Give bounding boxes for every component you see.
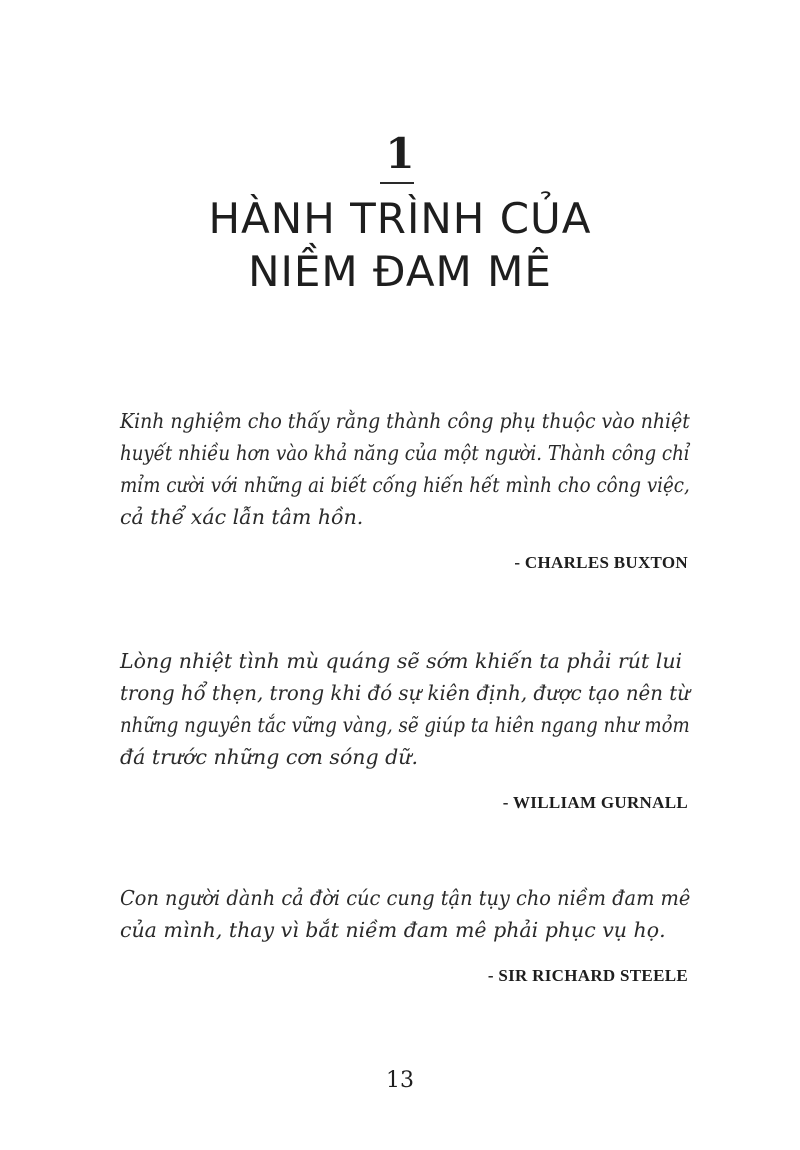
chapter-number: 1	[385, 129, 415, 178]
quote-line: Lòng nhiệt tình mù quáng sẽ sớm khiến ta phải rút lui	[120, 649, 683, 673]
chapter-number-underline	[380, 182, 414, 184]
quote-text	[120, 645, 690, 773]
quote-author: - SIR RICHARD STEELE	[487, 966, 688, 985]
page-number: 13	[386, 1068, 414, 1093]
chapter-title-line: HÀNH TRÌNH CỦA	[208, 194, 592, 243]
quote-block	[120, 882, 690, 986]
quote-block	[120, 645, 690, 813]
chapter-title	[0, 192, 800, 298]
quote-line: mỉm cười với những ai biết cống hiến hết mình cho công việc,	[120, 473, 690, 497]
quote-author: - CHARLES BUXTON	[514, 553, 688, 572]
quote-text	[120, 882, 690, 946]
quote-text	[120, 405, 690, 533]
quote-block	[120, 405, 690, 573]
quote-author: - WILLIAM GURNALL	[502, 793, 688, 812]
quote-line: huyết nhiều hơn vào khả năng của một người. Thành công chỉ	[120, 441, 690, 465]
chapter-title-line: NIỀM ĐAM MÊ	[248, 247, 552, 296]
quote-line: đá trước những cơn sóng dữ.	[120, 745, 418, 769]
quote-line: trong hổ thẹn, trong khi đó sự kiên định, được tạo nên từ	[120, 681, 690, 705]
quote-line: của mình, thay vì bắt niềm đam mê phải phục vụ họ.	[120, 918, 666, 942]
quote-line: những nguyên tắc vững vàng, sẽ giúp ta hiên ngang như mỏm	[120, 713, 690, 737]
quote-line: Con người dành cả đời cúc cung tận tụy cho niềm đam mê	[120, 886, 691, 910]
quote-line: cả thể xác lẫn tâm hồn.	[120, 505, 364, 529]
quote-line: Kinh nghiệm cho thấy rằng thành công phụ thuộc vào nhiệt	[120, 409, 690, 433]
